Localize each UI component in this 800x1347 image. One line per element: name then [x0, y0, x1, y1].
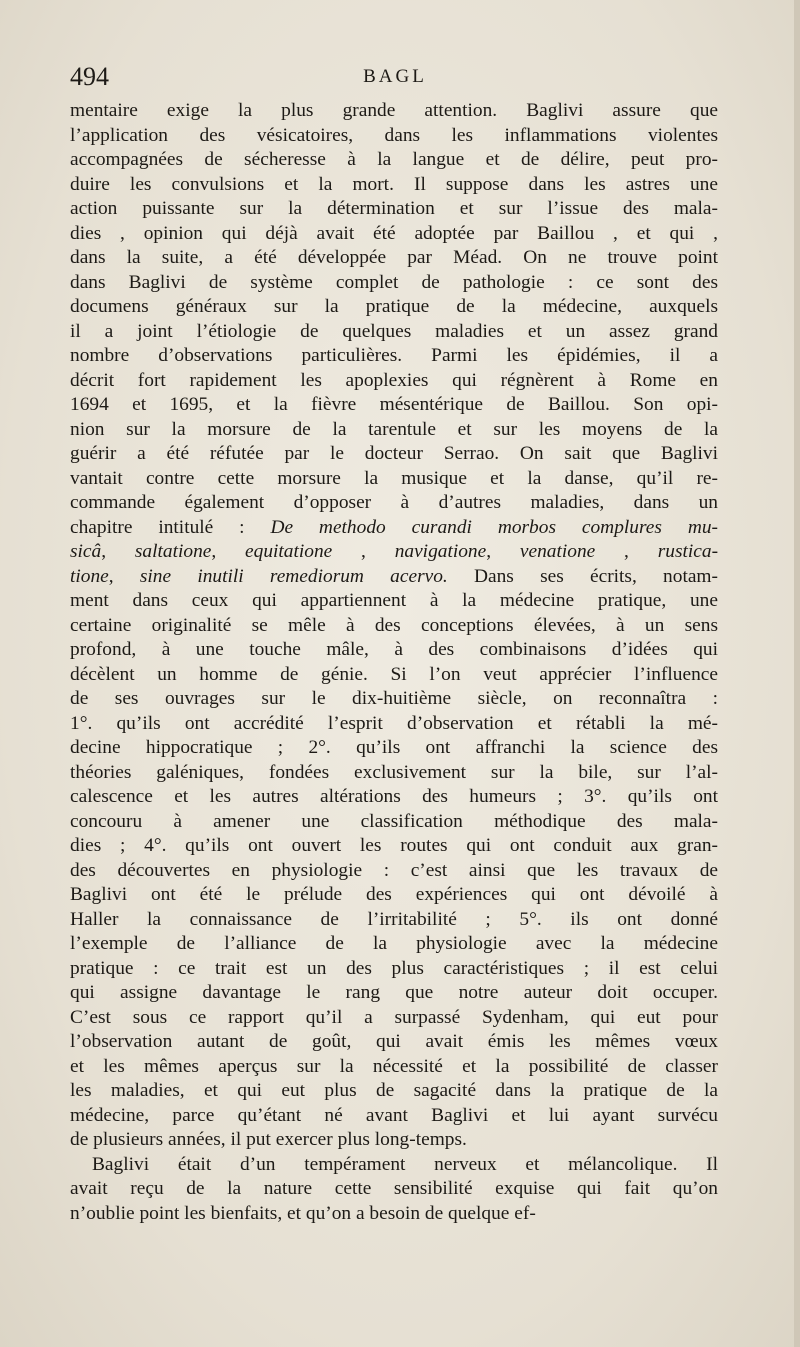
text-run: de plusieurs années, il put exercer plus long-temps.: [70, 1129, 467, 1150]
text-line: [70, 197, 718, 222]
text-line: [70, 1202, 718, 1227]
text-run: decine hippocratique ; 2°. qu’ils ont affranchi la science des: [70, 737, 718, 758]
text-line: [70, 957, 718, 982]
text-run: chapitre intitulé :: [70, 516, 271, 538]
text-run: 1694 et 1695, et la fièvre mésentérique de Baillou. Son opi-: [70, 394, 718, 415]
body-text: [70, 99, 718, 1226]
text-run: dies ; 4°. qu’ils ont ouvert les routes qui ont conduit aux gran-: [70, 835, 718, 856]
text-line: [70, 148, 718, 173]
text-line: [70, 1104, 718, 1129]
italic-run: sicâ: [70, 541, 102, 562]
text-run: ,: [101, 541, 135, 562]
text-line: [70, 344, 718, 369]
text-run: l’observation autant de goût, qui avait émis les mêmes vœux: [70, 1031, 718, 1052]
italic-run: sine inutili remediorum acervo.: [139, 565, 448, 587]
text-line: [70, 932, 718, 957]
text-line: [70, 908, 718, 933]
text-line: [70, 1055, 718, 1080]
text-run: ,: [595, 541, 658, 562]
text-line: [70, 565, 718, 590]
text-run: mentaire exige la plus grande attention. Baglivi assure que: [70, 100, 718, 121]
text-run: accompagnées de sécheresse à la langue et de délire, peut pro-: [70, 149, 718, 170]
text-line: [70, 540, 718, 565]
text-run: dans la suite, a été développée par Méad. On ne trouve point: [70, 247, 718, 268]
text-run: nombre d’observations particulières. Parmi les épidémies, il a: [70, 345, 718, 366]
text-line: [70, 687, 718, 712]
text-run: profond, à une touche mâle, à des combinaisons d’idées qui: [70, 639, 718, 660]
text-run: vantait contre cette morsure la musique et la danse, qu’il re-: [70, 467, 718, 489]
text-run: théories galéniques, fondées exclusivement sur la bile, sur l’al-: [70, 761, 718, 783]
text-line: [70, 785, 718, 810]
text-run: et les mêmes aperçus sur la nécessité et la possibilité de classer: [70, 1055, 718, 1077]
text-run: pratique : ce trait est un des plus caractéristiques ; il est celui: [70, 957, 718, 979]
text-line: [70, 981, 718, 1006]
text-line: [70, 369, 718, 394]
text-line: [70, 467, 718, 492]
text-run: C’est sous ce rapport qu’il a surpassé Sydenham, qui eut pour: [70, 1006, 718, 1028]
italic-run: saltatione: [134, 541, 212, 562]
text-line: [70, 271, 718, 296]
text-line: [70, 1177, 718, 1202]
text-run: décrit fort rapidement les apoplexies qui régnèrent à Rome en: [70, 369, 718, 391]
text-run: commande également d’opposer à d’autres maladies, dans un: [70, 492, 718, 513]
text-run: ,: [332, 541, 395, 562]
text-run: documens généraux sur la pratique de la médecine, auxquels: [70, 296, 718, 317]
text-run: ment dans ceux qui appartiennent à la médecine pratique, une: [70, 590, 718, 611]
text-line: [70, 712, 718, 737]
text-run: des découvertes en physiologie : c’est ainsi que les travaux de: [70, 859, 718, 881]
text-line: [70, 295, 718, 320]
text-line: [70, 173, 718, 198]
text-line: [70, 124, 718, 149]
text-run: dans Baglivi de système complet de pathologie : ce sont des: [70, 271, 718, 293]
text-line: [70, 442, 718, 467]
text-run: ,: [211, 541, 246, 562]
text-run: il a joint l’étiologie de quelques maladies et un assez grand: [70, 320, 718, 342]
text-run: Haller la connaissance de l’irritabilité ; 5°. ils ont donné: [70, 908, 718, 930]
italic-run: rustica-: [657, 541, 719, 562]
text-line: [70, 516, 718, 541]
text-run: action puissante sur la détermination et sur l’issue des mala-: [70, 198, 718, 219]
text-line: [70, 393, 718, 418]
text-run: Dans ses écrits, notam-: [447, 565, 718, 587]
text-line: [70, 859, 718, 884]
text-run: avait reçu de la nature cette sensibilité exquise qui fait qu’on: [70, 1178, 718, 1199]
text-line: [70, 614, 718, 639]
text-line: [70, 834, 718, 859]
running-head: BAGL: [363, 66, 427, 87]
text-run: calescence et les autres altérations des humeurs ; 3°. qu’ils ont: [70, 786, 718, 807]
text-run: ,: [108, 565, 140, 587]
text-line: [70, 246, 718, 271]
text-run: 1°. qu’ils ont accrédité l’esprit d’observation et rétabli la mé-: [70, 712, 718, 734]
text-line: [70, 1128, 718, 1153]
page-header: [70, 62, 720, 98]
italic-run: De methodo curandi morbos complures mu-: [270, 516, 718, 538]
text-run: ,: [486, 541, 520, 562]
page-number: 494: [70, 62, 109, 91]
text-run: n’oublie point les bienfaits, et qu’on a besoin de quelque ef-: [70, 1202, 536, 1224]
text-line: [70, 1030, 718, 1055]
text-line: [70, 1006, 718, 1031]
text-line: [70, 491, 718, 516]
italic-run: tione: [70, 565, 109, 587]
text-run: dies , opinion qui déjà avait été adoptée par Baillou , et qui ,: [70, 222, 718, 244]
text-line: [70, 761, 718, 786]
text-line: [70, 638, 718, 663]
text-run: médecine, parce qu’étant né avant Baglivi et lui ayant survécu: [70, 1104, 718, 1126]
text-line: [70, 222, 718, 247]
text-line: [70, 736, 718, 761]
italic-run: equitatione: [245, 541, 333, 562]
text-line: [70, 418, 718, 443]
text-run: Baglivi était d’un tempérament nerveux et mélancolique. Il: [92, 1153, 718, 1175]
text-line: [70, 99, 718, 124]
italic-run: venatione: [519, 541, 596, 562]
text-run: qui assigne davantage le rang que notre auteur doit occuper.: [70, 982, 718, 1003]
text-line: [70, 883, 718, 908]
page-edge: [794, 0, 800, 1347]
text-line: [70, 663, 718, 688]
text-line: [70, 810, 718, 835]
text-run: guérir a été réfutée par le docteur Serrao. On sait que Baglivi: [70, 443, 718, 464]
text-line: [70, 1079, 718, 1104]
text-run: concouru à amener une classification méthodique des mala-: [70, 810, 718, 832]
text-run: l’exemple de l’alliance de la physiologie avec la médecine: [70, 933, 718, 954]
text-run: certaine originalité se mêle à des conceptions élevées, à un sens: [70, 614, 718, 636]
text-line: [70, 320, 718, 345]
text-run: l’application des vésicatoires, dans les inflammations violentes: [70, 124, 718, 146]
text-run: nion sur la morsure de la tarentule et sur les moyens de la: [70, 418, 718, 440]
text-run: Baglivi ont été le prélude des expériences qui ont dévoilé à: [70, 884, 718, 905]
text-line: [70, 1153, 718, 1178]
text-line: [70, 589, 718, 614]
text-run: décèlent un homme de génie. Si l’on veut apprécier l’influence: [70, 663, 718, 685]
text-run: duire les convulsions et la mort. Il suppose dans les astres une: [70, 173, 718, 195]
text-run: les maladies, et qui eut plus de sagacité dans la pratique de la: [70, 1080, 718, 1101]
text-run: de ses ouvrages sur le dix-huitième siècle, on reconnaîtra :: [70, 688, 718, 709]
italic-run: navigatione: [394, 541, 487, 562]
